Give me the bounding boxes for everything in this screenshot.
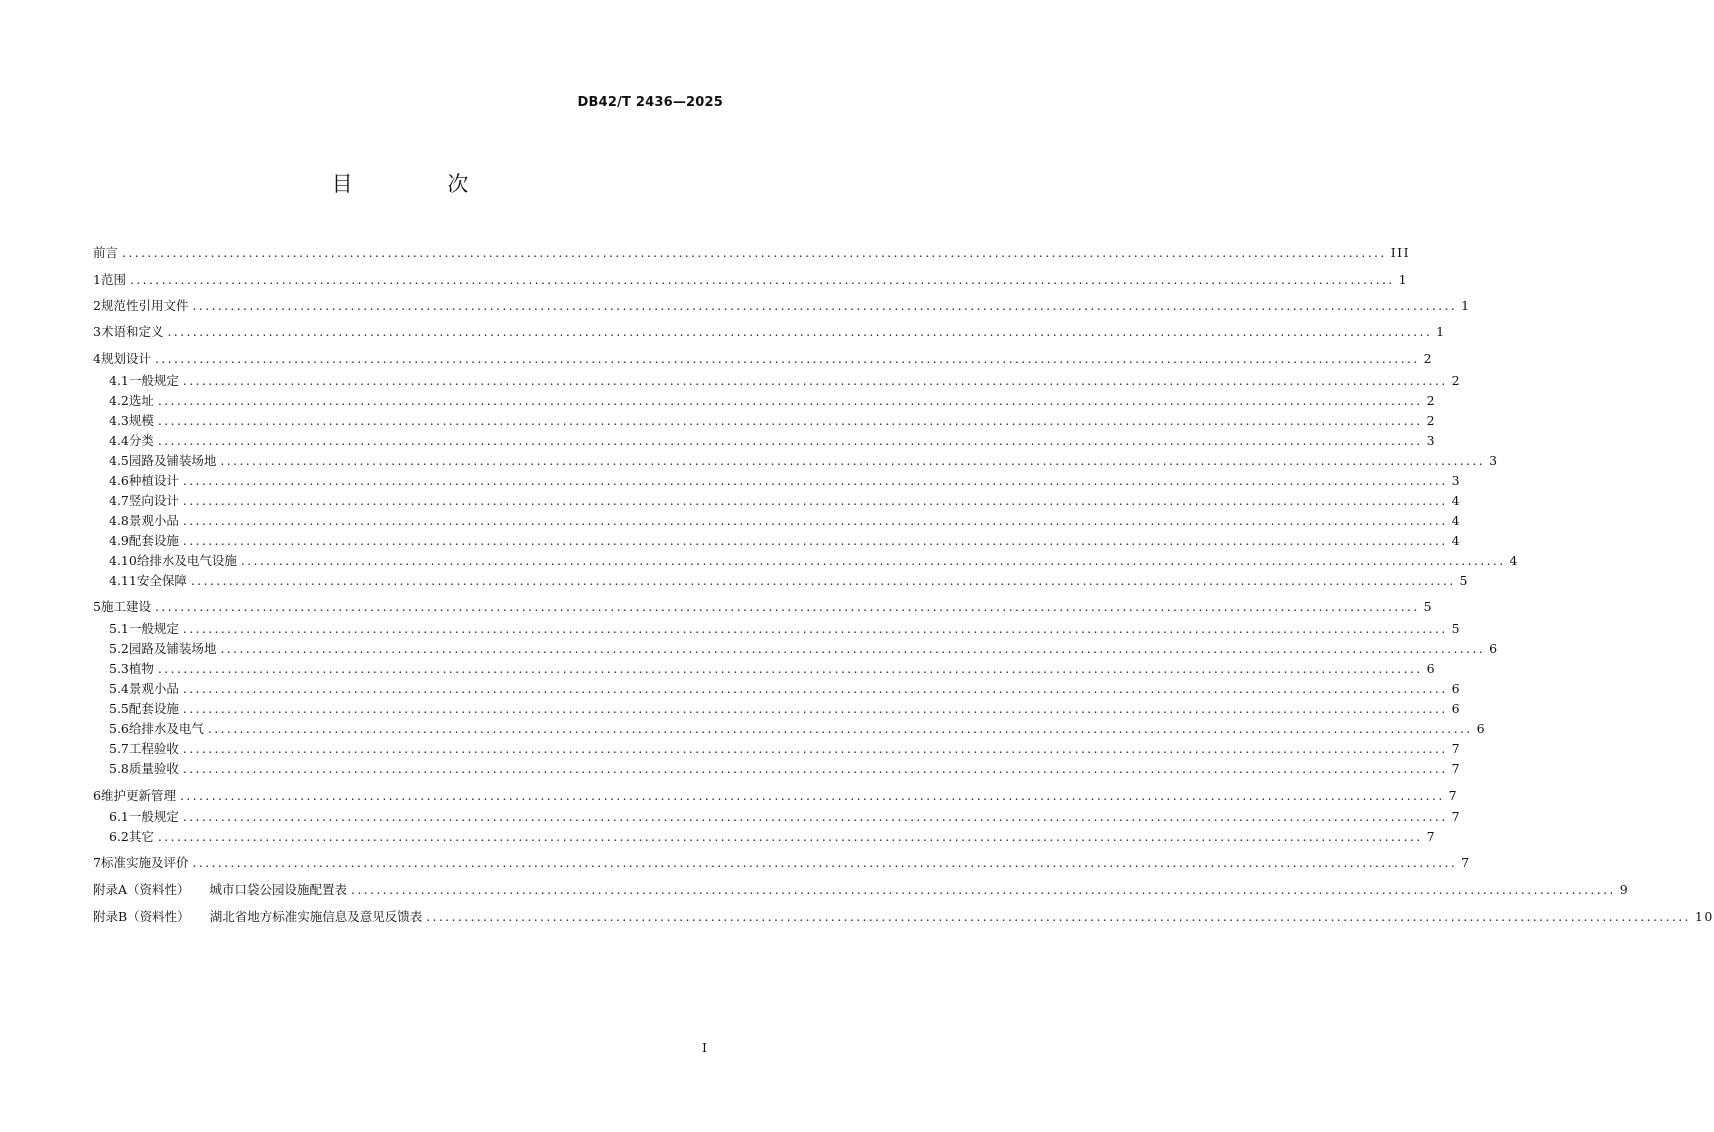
toc-entry[interactable] xyxy=(93,597,1434,617)
toc-leader-dots: ........................................................................................................................................................................................................ xyxy=(182,373,1448,388)
toc-entry[interactable] xyxy=(109,699,1462,719)
toc-entry-title: 湖北省地方标准实施信息及意见反馈表 xyxy=(209,909,423,924)
toc-leader-dots: ........................................................................................................................................................................................................ xyxy=(154,599,1420,614)
toc-leader-dots: ........................................................................................................................................................................................................ xyxy=(426,909,1691,924)
toc-entry-page: 7 xyxy=(1451,809,1462,824)
toc-entry-number: 5.5 xyxy=(109,701,129,716)
toc-entry-page: 5 xyxy=(1423,599,1434,614)
toc-entry-number: 7 xyxy=(93,855,101,870)
toc-leader-dots: ........................................................................................................................................................................................................ xyxy=(182,681,1448,696)
toc-entry-number: 5.8 xyxy=(109,761,129,776)
toc-entry-title: 维护更新管理 xyxy=(100,788,176,803)
toc-entry-number: 4.2 xyxy=(109,393,129,408)
toc-entry[interactable] xyxy=(93,349,1434,369)
toc-entry[interactable] xyxy=(109,807,1462,827)
toc-entry-number: 5.3 xyxy=(109,661,129,676)
toc-leader-dots: ........................................................................................................................................................................................................ xyxy=(182,761,1448,776)
toc-entry[interactable] xyxy=(109,739,1462,759)
toc-entry-page: 3 xyxy=(1451,473,1462,488)
toc-entry[interactable] xyxy=(109,451,1499,471)
toc-leader-dots: ........................................................................................................................................................................................................ xyxy=(220,641,1486,656)
toc-entry[interactable] xyxy=(109,531,1462,551)
toc-entry[interactable] xyxy=(109,551,1519,571)
toc-entry-number: 6.1 xyxy=(109,809,129,824)
toc-entry-title: 施工建设 xyxy=(100,599,151,614)
toc-title: 目 次 xyxy=(331,172,513,196)
toc-entry-number: 4.11 xyxy=(109,573,137,588)
toc-entry-number: 附录B（资料性） xyxy=(93,909,190,924)
toc-leader-dots: ........................................................................................................................................................................................................ xyxy=(182,533,1448,548)
toc-entry-title: 植物 xyxy=(128,661,154,676)
toc-entry-page: 4 xyxy=(1509,553,1519,568)
toc-entry-page: 6 xyxy=(1426,661,1437,676)
toc-entry-number: 4.7 xyxy=(109,493,129,508)
toc-leader-dots: ........................................................................................................................................................................................................ xyxy=(207,721,1473,736)
toc-entry-title: 一般规定 xyxy=(128,621,179,636)
toc-entry-title: 规模 xyxy=(128,413,154,428)
toc-leader-dots: ........................................................................................................................................................................................................ xyxy=(157,433,1423,448)
toc-entry[interactable] xyxy=(109,411,1437,431)
toc-entry-page: 6 xyxy=(1451,701,1462,716)
toc-entry-page: 7 xyxy=(1461,855,1471,870)
toc-entry-title: 种植设计 xyxy=(128,473,179,488)
toc-leader-dots: ........................................................................................................................................................................................................ xyxy=(182,513,1448,528)
toc-entry-page: 1 xyxy=(1398,272,1409,287)
toc-entry-page: 1 xyxy=(1436,324,1446,339)
toc-entry-title: 城市口袋公园设施配置表 xyxy=(209,882,348,897)
toc-entry-page: 6 xyxy=(1489,641,1499,656)
toc-entry-number: 3 xyxy=(93,324,101,339)
toc-entry[interactable] xyxy=(109,827,1437,847)
toc-entry-number: 5.7 xyxy=(109,741,129,756)
toc-entry[interactable] xyxy=(109,639,1499,659)
toc-leader-dots: ........................................................................................................................................................................................................ xyxy=(182,473,1448,488)
toc-entry[interactable] xyxy=(109,491,1462,511)
toc-entry[interactable] xyxy=(93,786,1459,806)
toc-leader-dots: ........................................................................................................................................................................................................ xyxy=(220,453,1486,468)
toc-entry-title: 景观小品 xyxy=(128,681,179,696)
toc-entry-number: 4.9 xyxy=(109,533,129,548)
toc-leader-dots: ........................................................................................................................................................................................................ xyxy=(182,701,1448,716)
toc-leader-dots: ........................................................................................................................................................................................................ xyxy=(240,553,1506,568)
toc-entry-title: 质量验收 xyxy=(128,761,179,776)
toc-entry-page: 2 xyxy=(1426,393,1437,408)
toc-entry-number: 4.10 xyxy=(109,553,137,568)
toc-entry-title: 工程验收 xyxy=(128,741,179,756)
toc-entry-number: 4.6 xyxy=(109,473,129,488)
toc-entry[interactable] xyxy=(93,907,1714,927)
toc-entry[interactable] xyxy=(93,296,1471,316)
toc-entry-title: 分类 xyxy=(128,433,154,448)
toc-entry-page: 3 xyxy=(1426,433,1437,448)
toc-leader-dots: ........................................................................................................................................................................................................ xyxy=(192,855,1458,870)
toc-entry-page: 4 xyxy=(1451,533,1462,548)
toc-entry-page: 7 xyxy=(1451,761,1462,776)
toc-entry-number: 4.3 xyxy=(109,413,129,428)
toc-entry-page: 7 xyxy=(1448,788,1459,803)
toc-entry-page: 2 xyxy=(1451,373,1462,388)
toc-entry[interactable] xyxy=(93,880,1630,900)
toc-entry[interactable] xyxy=(93,270,1409,290)
toc-entry[interactable] xyxy=(93,322,1446,342)
toc-entry-title: 竖向设计 xyxy=(128,493,179,508)
toc-entry-page: 4 xyxy=(1451,493,1462,508)
toc-entry-title: 前言 xyxy=(93,245,119,260)
toc-leader-dots: ........................................................................................................................................................................................................ xyxy=(182,741,1448,756)
toc-entry-number: 4.4 xyxy=(109,433,129,448)
toc-entry[interactable] xyxy=(109,511,1462,531)
toc-entry-title: 给排水及电气 xyxy=(128,721,204,736)
toc-entry-title: 选址 xyxy=(128,393,154,408)
toc-entry[interactable] xyxy=(109,759,1462,779)
toc-leader-dots: ........................................................................................................................................................................................................ xyxy=(154,351,1420,366)
document-code: DB42/T 2436—2025 xyxy=(577,95,723,110)
toc-entry-page: 1 xyxy=(1461,298,1471,313)
toc-entry-page: 5 xyxy=(1459,573,1469,588)
toc-entry-page: 2 xyxy=(1423,351,1434,366)
toc-entry-page: 3 xyxy=(1489,453,1499,468)
toc-entry[interactable] xyxy=(109,471,1462,491)
toc-leader-dots: ........................................................................................................................................................................................................ xyxy=(190,573,1456,588)
toc-entry-page: 6 xyxy=(1476,721,1487,736)
toc-leader-dots: ........................................................................................................................................................................................................ xyxy=(179,788,1445,803)
toc-entry[interactable] xyxy=(109,571,1469,591)
toc-entry-title: 给排水及电气设施 xyxy=(136,553,237,568)
toc-entry-number: 4.8 xyxy=(109,513,129,528)
toc-entry-number: 5.4 xyxy=(109,681,129,696)
toc-entry-title: 术语和定义 xyxy=(100,324,164,339)
toc-entry[interactable] xyxy=(93,243,1411,263)
toc-entry-page: 4 xyxy=(1451,513,1462,528)
toc-leader-dots: ........................................................................................................................................................................................................ xyxy=(167,324,1433,339)
toc-entry-title: 园路及铺装场地 xyxy=(128,453,217,468)
toc-entry-title: 标准实施及评价 xyxy=(100,855,189,870)
toc-entry-number: 5 xyxy=(93,599,101,614)
toc-entry[interactable] xyxy=(109,679,1462,699)
toc-entry-number: 4 xyxy=(93,351,101,366)
toc-entry-title: 景观小品 xyxy=(128,513,179,528)
toc-entry-title: 规范性引用文件 xyxy=(100,298,189,313)
toc-leader-dots: ........................................................................................................................................................................................................ xyxy=(129,272,1395,287)
toc-entry-title: 范围 xyxy=(100,272,126,287)
toc-entry-number: 5.2 xyxy=(109,641,129,656)
toc-leader-dots: ........................................................................................................................................................................................................ xyxy=(351,882,1616,897)
toc-leader-dots: ........................................................................................................................................................................................................ xyxy=(182,621,1448,636)
toc-entry[interactable] xyxy=(109,371,1462,391)
page-number: I xyxy=(702,1040,707,1055)
toc-entry-page: 2 xyxy=(1426,413,1437,428)
toc-entry-number: 2 xyxy=(93,298,101,313)
toc-entry-page: 5 xyxy=(1451,621,1462,636)
toc-entry-page: 7 xyxy=(1451,741,1462,756)
toc-entry-title: 一般规定 xyxy=(128,809,179,824)
toc-entry-title: 规划设计 xyxy=(100,351,151,366)
toc-entry-page: III xyxy=(1390,245,1411,260)
toc-entry[interactable] xyxy=(93,853,1471,873)
toc-entry-title: 其它 xyxy=(128,829,154,844)
toc-entry-number: 附录A（资料性） xyxy=(93,882,190,897)
toc-entry-title: 配套设施 xyxy=(128,701,179,716)
toc-entry-page: 10 xyxy=(1694,909,1714,924)
toc-leader-dots: ........................................................................................................................................................................................................ xyxy=(157,413,1423,428)
toc-entry-number: 1 xyxy=(93,272,101,287)
toc-entry-number: 4.5 xyxy=(109,453,129,468)
toc-entry-page: 6 xyxy=(1451,681,1462,696)
toc-entry[interactable] xyxy=(109,431,1437,451)
toc-entry-number: 6 xyxy=(93,788,101,803)
toc-leader-dots: ........................................................................................................................................................................................................ xyxy=(182,809,1448,824)
toc-entry-title: 园路及铺装场地 xyxy=(128,641,217,656)
toc-entry-number: 4.1 xyxy=(109,373,129,388)
toc-entry-title: 配套设施 xyxy=(128,533,179,548)
toc-entry-title: 安全保障 xyxy=(136,573,187,588)
toc-entry[interactable] xyxy=(109,619,1462,639)
toc-entry-number: 5.6 xyxy=(109,721,129,736)
toc-entry[interactable] xyxy=(109,391,1437,411)
toc-leader-dots: ........................................................................................................................................................................................................ xyxy=(192,298,1458,313)
toc-leader-dots: ........................................................................................................................................................................................................ xyxy=(157,661,1423,676)
toc-entry[interactable] xyxy=(109,659,1437,679)
toc-entry-number: 5.1 xyxy=(109,621,129,636)
toc-leader-dots: ........................................................................................................................................................................................................ xyxy=(122,245,1387,260)
toc-entry-page: 9 xyxy=(1619,882,1630,897)
toc-entry-number: 6.2 xyxy=(109,829,129,844)
toc-entry-page: 7 xyxy=(1426,829,1437,844)
toc-entry[interactable] xyxy=(109,719,1487,739)
toc-leader-dots: ........................................................................................................................................................................................................ xyxy=(157,393,1423,408)
toc-leader-dots: ........................................................................................................................................................................................................ xyxy=(157,829,1423,844)
toc-entry-title: 一般规定 xyxy=(128,373,179,388)
toc-leader-dots: ........................................................................................................................................................................................................ xyxy=(182,493,1448,508)
